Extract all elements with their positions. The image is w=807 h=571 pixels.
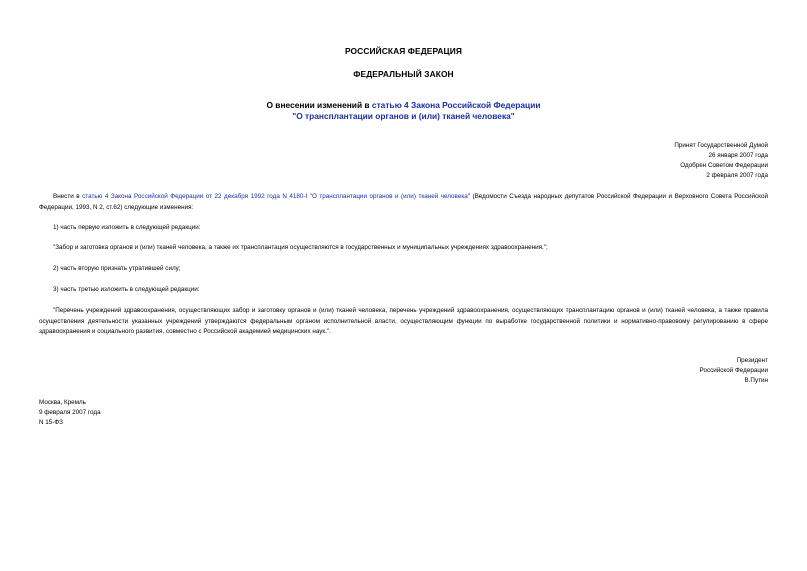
signature-name: В.Путин: [744, 377, 768, 384]
footer-place: Москва, Кремль: [39, 399, 86, 406]
signature-block: [700, 356, 768, 386]
adoption-council: Одобрен Советом Федерации: [680, 162, 768, 169]
adoption-duma-date: 26 января 2007 года: [708, 152, 768, 159]
law-title: [0, 100, 807, 122]
intro-prefix: Внести в: [53, 193, 83, 200]
intro-law-link[interactable]: статью 4 Закона Российской Федерации от 22 декабря 1992 года N 4180-I "О трансплантации органов и (или) тканей человека: [82, 193, 468, 200]
footer-number: N 15-ФЗ: [39, 419, 63, 426]
item-1: 1) часть первую изложить в следующей редакции:: [53, 224, 201, 231]
item-2: 2) часть вторую признать утратившей силу;: [53, 265, 181, 272]
adoption-block: [674, 141, 768, 181]
law-title-line1: [0, 100, 807, 111]
adoption-council-date: 2 февраля 2007 года: [706, 172, 768, 179]
doc-type-heading: ФЕДЕРАЛЬНЫЙ ЗАКОН: [353, 69, 454, 79]
law-title-prefix: О внесении изменений в: [266, 100, 372, 110]
article-link[interactable]: статью 4 Закона Российской Федерации: [371, 100, 541, 110]
signature-title: Президент: [736, 357, 768, 364]
quote-1: "Забор и заготовка органов и (или) тканей человека, а также их трансплантация осуществляются в государственных и муниципальных учреждениях здравоохранения.";: [53, 244, 548, 251]
adoption-duma: Принят Государственной Думой: [674, 142, 768, 149]
signature-country: Российской Федерации: [699, 367, 768, 374]
intro-suffix: " (Ведомости Съезда народных депутатов Российской Федерации и Верховного Совета Российской Федерации, 1993, N 2, ст.62) следующие изменения:: [39, 193, 769, 211]
footer-block: [39, 398, 101, 428]
quote-3: "Перечень учреждений здравоохранения, осуществляющих забор и заготовку органов и (или) тканей человека, перечень учреждений здравоохранения, осуществляющих трансплантацию органов и (или) тканей человека, а также правила осуществления деятельности указанных учреждений утверждаются федеральным органом исполнительной власти, осуществляющим функции по выработке государственной политики и нормативно-правовому регулированию в сфере здравоохранения и социального развития, совместно с Российской академией медицинских наук.".: [39, 307, 768, 335]
item-3: 3) часть третью изложить в следующей редакции:: [53, 286, 200, 293]
footer-date: 9 февраля 2007 года: [39, 409, 101, 416]
law-name-link[interactable]: "О трансплантации органов и (или) тканей человека": [292, 111, 515, 121]
intro-paragraph: [39, 192, 768, 213]
country-heading: РОССИЙСКАЯ ФЕДЕРАЦИЯ: [344, 46, 463, 56]
